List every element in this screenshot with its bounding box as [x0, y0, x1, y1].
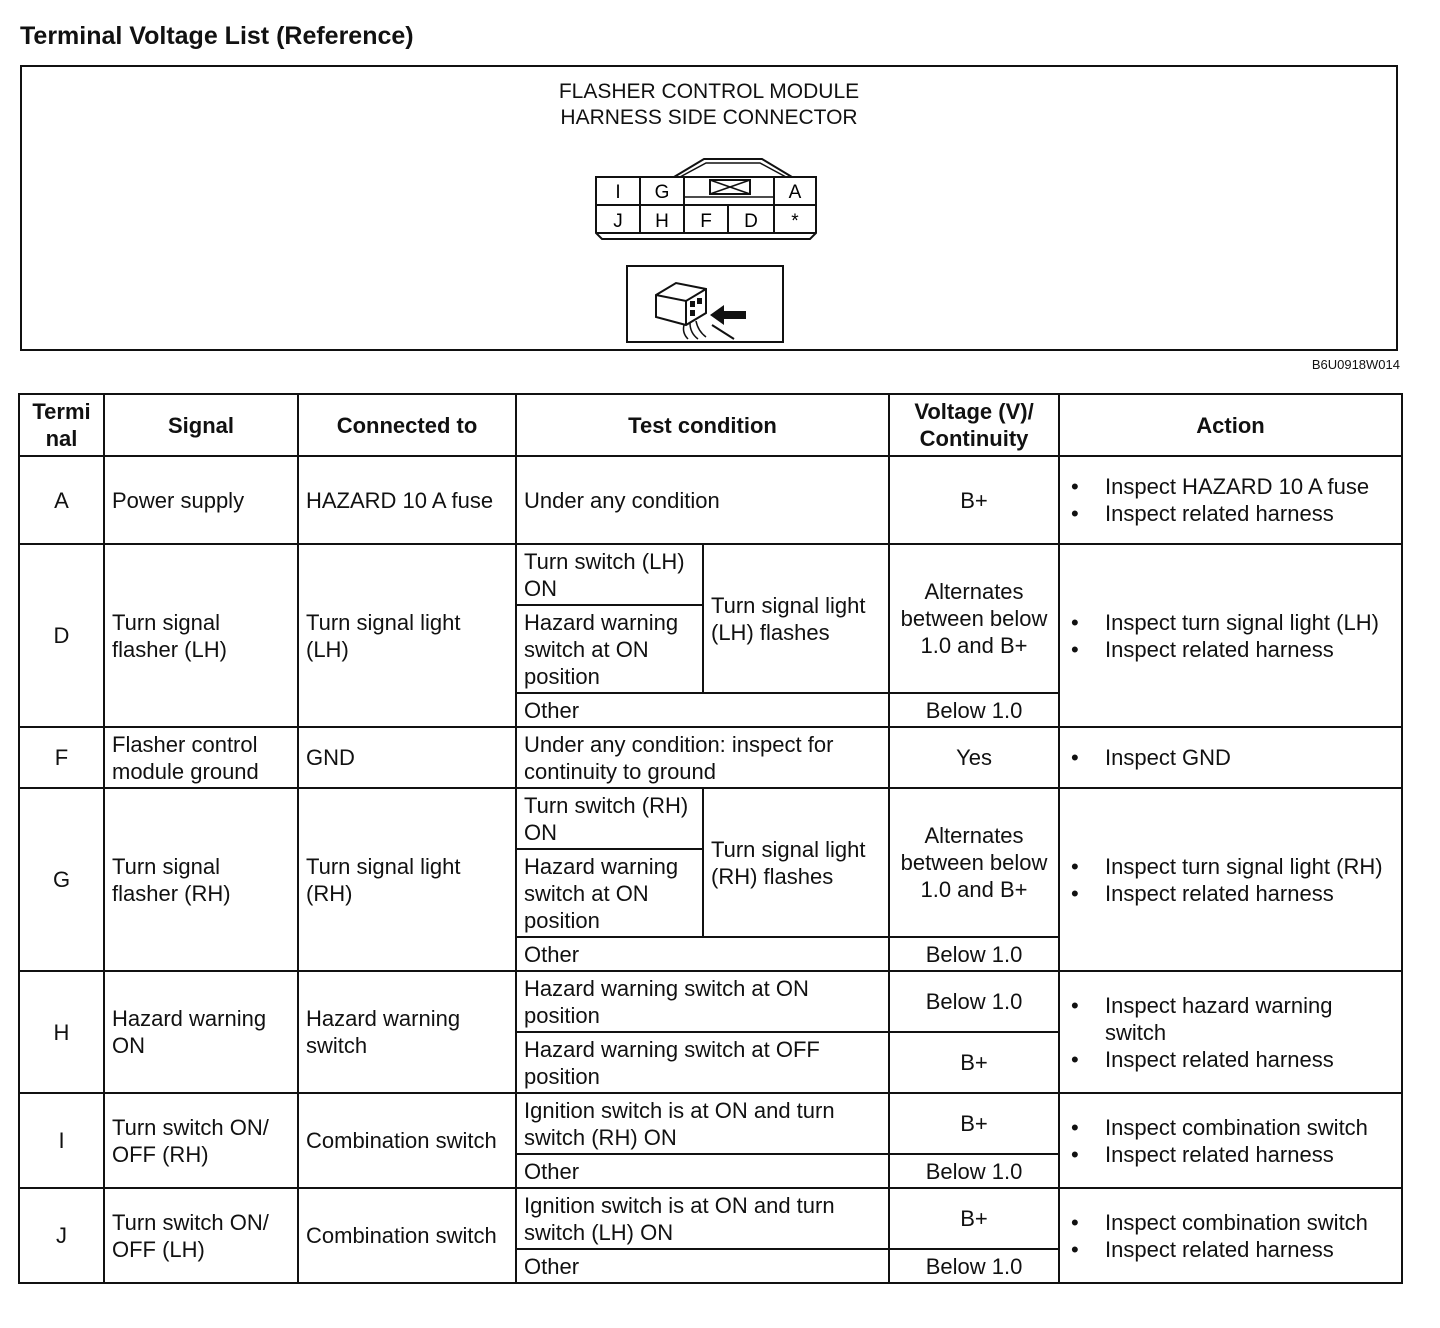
voltage-cell: Alternates between below 1.0 and B+: [889, 788, 1059, 937]
terminal-cell: I: [19, 1093, 104, 1188]
terminal-cell: J: [19, 1188, 104, 1283]
connector-title-line1: FLASHER CONTROL MODULE: [558, 80, 860, 103]
action-cell: [1059, 544, 1402, 727]
action-item: • Inspect turn signal light (LH): [1105, 609, 1394, 636]
connected-to-cell: Combination switch: [298, 1188, 516, 1283]
voltage-cell: Yes: [889, 727, 1059, 788]
terminal-voltage-table: [18, 393, 1403, 1284]
header-terminal: Termi nal: [19, 394, 104, 456]
connected-to-cell: GND: [298, 727, 516, 788]
terminal-cell: D: [19, 544, 104, 727]
condition-result-cell: Turn signal light (RH) flashes: [703, 788, 889, 937]
page-title: Terminal Voltage List (Reference): [20, 22, 414, 50]
condition-cell: Hazard warning switch at ON position: [516, 971, 889, 1032]
connector-figure: [20, 65, 1398, 351]
action-item: • Inspect related harness: [1105, 1141, 1394, 1168]
condition-cell: Ignition switch is at ON and turn switch (RH) ON: [516, 1093, 889, 1154]
pin-label: J: [613, 211, 623, 232]
terminal-cell: A: [19, 456, 104, 544]
connector-harness-side-view-icon: [628, 267, 782, 341]
action-item: • Inspect HAZARD 10 A fuse: [1105, 473, 1394, 500]
pin-label: H: [655, 211, 669, 232]
voltage-cell: B+: [889, 1093, 1059, 1154]
action-item: • Inspect GND: [1105, 744, 1394, 771]
header-test-condition: Test condition: [516, 394, 889, 456]
pin-label: G: [654, 182, 670, 203]
action-item: • Inspect related harness: [1105, 880, 1394, 907]
action-item: • Inspect related harness: [1105, 636, 1394, 663]
voltage-cell: B+: [889, 1188, 1059, 1249]
condition-cell: Turn switch (RH) ON: [516, 788, 703, 849]
voltage-cell: B+: [889, 1032, 1059, 1093]
voltage-cell: Alternates between below 1.0 and B+: [889, 544, 1059, 693]
header-signal: Signal: [104, 394, 298, 456]
action-cell: [1059, 971, 1402, 1093]
condition-cell: Other: [516, 1154, 889, 1188]
connected-to-cell: Combination switch: [298, 1093, 516, 1188]
pin-label: I: [615, 182, 621, 203]
action-item: • Inspect combination switch: [1105, 1209, 1394, 1236]
terminal-cell: F: [19, 727, 104, 788]
table-row: [19, 1093, 1402, 1154]
condition-cell: Other: [516, 937, 889, 971]
pin-label: *: [791, 211, 799, 232]
action-item: • Inspect related harness: [1105, 1046, 1394, 1073]
signal-cell: Flasher control module ground: [104, 727, 298, 788]
condition-cell: Other: [516, 693, 889, 727]
voltage-cell: Below 1.0: [889, 1249, 1059, 1283]
connector-title-line2: HARNESS SIDE CONNECTOR: [560, 106, 858, 129]
action-item: • Inspect turn signal light (RH): [1105, 853, 1394, 880]
action-cell: [1059, 727, 1402, 788]
condition-result-cell: Turn signal light (LH) flashes: [703, 544, 889, 693]
header-row: [19, 394, 1402, 456]
condition-cell: Ignition switch is at ON and turn switch (LH) ON: [516, 1188, 889, 1249]
voltage-cell: Below 1.0: [889, 971, 1059, 1032]
pin-label: A: [788, 182, 802, 203]
action-cell: [1059, 788, 1402, 971]
pin-label: F: [700, 211, 712, 232]
connected-to-cell: Turn signal light (LH): [298, 544, 516, 727]
table-row: [19, 788, 1402, 849]
harness-side-view-icon-box: [626, 265, 784, 343]
condition-cell: Hazard warning switch at ON position: [516, 605, 703, 693]
condition-cell: Hazard warning switch at OFF position: [516, 1032, 889, 1093]
connector-diagram: [592, 147, 852, 242]
header-voltage: Voltage (V)/ Continuity: [889, 394, 1059, 456]
table-row: [19, 727, 1402, 788]
table-row: [19, 544, 1402, 605]
signal-cell: Turn signal flasher (RH): [104, 788, 298, 971]
signal-cell: Turn switch ON/ OFF (RH): [104, 1093, 298, 1188]
action-item: • Inspect combination switch: [1105, 1114, 1394, 1141]
header-action: Action: [1059, 394, 1402, 456]
action-cell: [1059, 1093, 1402, 1188]
voltage-cell: Below 1.0: [889, 937, 1059, 971]
figure-id: B6U0918W014: [1311, 357, 1400, 372]
connected-to-cell: HAZARD 10 A fuse: [298, 456, 516, 544]
table-row: [19, 456, 1402, 544]
action-cell: [1059, 1188, 1402, 1283]
condition-cell: Under any condition: inspect for continuity to ground: [516, 727, 889, 788]
condition-cell: Under any condition: [516, 456, 889, 544]
signal-cell: Power supply: [104, 456, 298, 544]
voltage-cell: Below 1.0: [889, 1154, 1059, 1188]
signal-cell: Turn switch ON/ OFF (LH): [104, 1188, 298, 1283]
signal-cell: Turn signal flasher (LH): [104, 544, 298, 727]
action-item: • Inspect related harness: [1105, 1236, 1394, 1263]
signal-cell: Hazard warning ON: [104, 971, 298, 1093]
condition-cell: Other: [516, 1249, 889, 1283]
header-connected-to: Connected to: [298, 394, 516, 456]
table-row: [19, 971, 1402, 1032]
terminal-cell: H: [19, 971, 104, 1093]
condition-cell: Turn switch (LH) ON: [516, 544, 703, 605]
voltage-cell: Below 1.0: [889, 693, 1059, 727]
connected-to-cell: Hazard warning switch: [298, 971, 516, 1093]
terminal-cell: G: [19, 788, 104, 971]
connected-to-cell: Turn signal light (RH): [298, 788, 516, 971]
condition-cell: Hazard warning switch at ON position: [516, 849, 703, 937]
action-cell: [1059, 456, 1402, 544]
table-row: [19, 1188, 1402, 1249]
pin-label: D: [744, 211, 758, 232]
voltage-cell: B+: [889, 456, 1059, 544]
action-item: • Inspect hazard warning switch: [1105, 992, 1394, 1046]
action-item: • Inspect related harness: [1105, 500, 1394, 527]
